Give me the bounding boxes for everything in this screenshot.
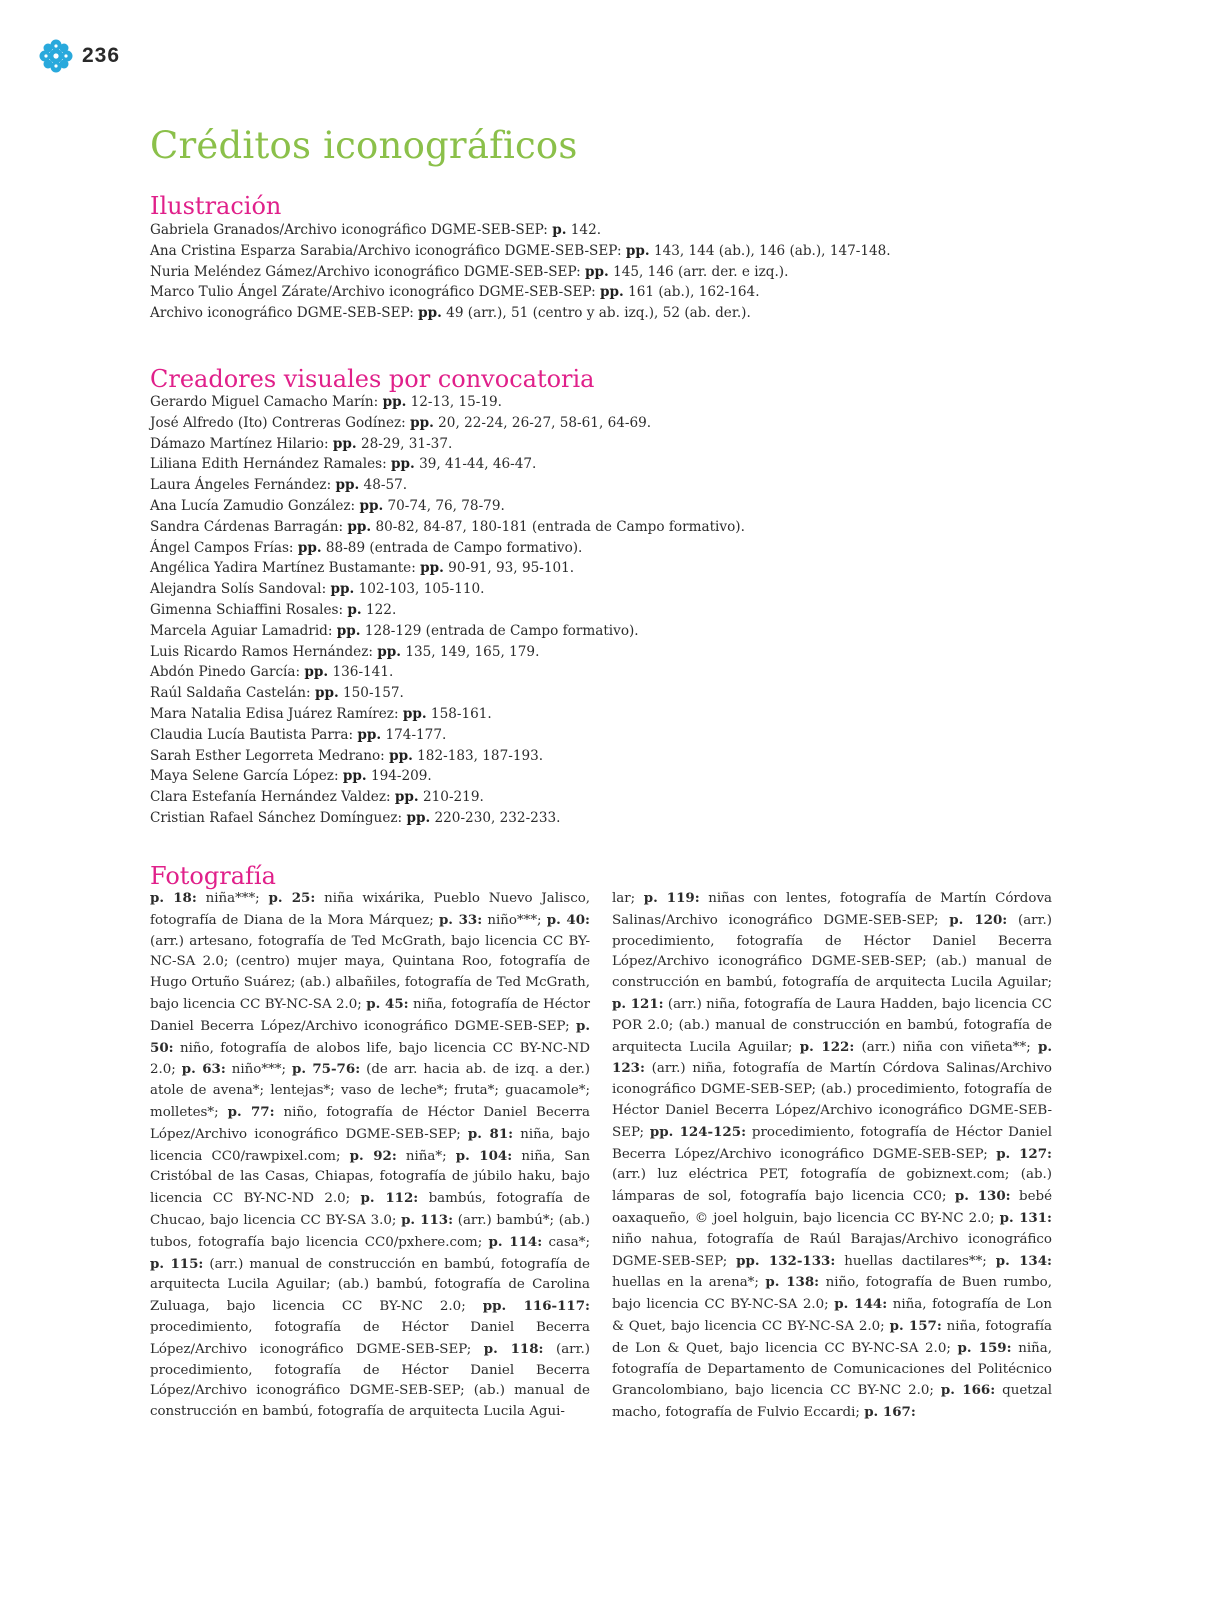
section-heading-creators: Creadores visuales por convocatoria [150,365,595,393]
credit-item [150,642,745,663]
credit-item [150,621,745,642]
photo-credit-text: quetzal macho, fotografía de Fulvio Eccardi; [612,1383,1052,1421]
credit-item [150,662,745,683]
photo-page-ref: pp. 124-125: [649,1123,747,1140]
photo-credit-text: niña, fotografía de Héctor Daniel Becerra López/Archivo iconográfico DGME-SEB-SEP; [150,996,591,1034]
photo-credit-text: niño nahua, fotografía de Raúl Barajas/Archivo iconográfico DGME-SEB-SEP; [612,1231,1052,1269]
credit-pages: 158-161. [426,705,492,722]
credit-item [150,241,891,262]
credit-author: Sandra Cárdenas Barragán: [150,518,348,535]
photo-page-ref: p. 104: [455,1147,513,1164]
photo-page-ref: p. 77: [227,1103,275,1120]
photo-page-ref: p. 114: [488,1233,543,1250]
photo-credit-text: (arr.) niña, fotografía de Laura Hadden, bajo licencia CC POR 2.0; (ab.) manual de construcción en bambú, fotografía de arquitecta Lucila Aguilar; [612,996,1052,1055]
photo-page-ref: p. 157: [889,1317,942,1334]
photo-page-ref: p. 33: [438,911,483,928]
credit-item [150,558,745,579]
credit-pages: 143, 144 (ab.), 146 (ab.), 147-148. [649,242,891,259]
photo-page-ref: p. 166: [940,1382,996,1399]
photo-page-ref: p. 75-76: [291,1061,361,1078]
credit-pages: 135, 149, 165, 179. [401,643,540,660]
page-header [38,38,120,74]
credit-pages-label: pp. [342,768,367,785]
credit-pages: 80-82, 84-87, 180-181 (entrada de Campo formativo). [371,518,745,535]
credit-pages: 28-29, 31-37. [356,435,453,452]
photo-credit-text: (arr.) manual de construcción en bambú, fotografía de arquitecta Lucila Aguilar; (ab.) bambú, fotografía de Carolina Zuluaga, bajo licencia CC BY-NC 2.0; [150,1256,590,1315]
credit-pages: 20, 22-24, 26-27, 58-61, 64-69. [433,414,652,431]
page-number: 236 [82,44,121,67]
credit-pages: 122. [361,601,397,618]
photo-credit-text: niña, bajo licencia CC0/rawpixel.com; [150,1126,590,1164]
photo-credit-text: (arr.) bambú*; (ab.) tubos, fotografía bajo licencia CC0/pxhere.com; [150,1212,590,1250]
credit-pages-label: pp. [418,305,442,322]
photo-credit-text: niño, fotografía de Héctor Daniel Becerra López/Archivo iconográfico DGME-SEB-SEP; [150,1104,591,1142]
credit-pages: 161 (ab.), 162-164. [623,284,760,301]
credit-pages-label: pp. [332,435,357,452]
photo-credit-text: niña, fotografía de Departamento de Comunicaciones del Politécnico Grancolombiano, bajo licencia CC BY-NC 2.0; [612,1340,1052,1399]
photo-credit-text: niño***; [482,912,547,928]
credit-author: Gerardo Miguel Camacho Marín: [150,394,383,410]
photo-page-ref: p. 115: [150,1255,204,1272]
credit-item [150,808,745,829]
credit-pages: 194-209. [366,768,432,785]
credit-pages-label: pp. [377,643,402,660]
credit-item [150,538,745,559]
credit-pages: 142. [566,222,602,238]
photo-page-ref: p. 159: [957,1339,1012,1356]
credit-pages: 12-13, 15-19. [406,394,502,410]
photo-credit-text: niña, San Cristóbal de las Casas, Chiapas, fotografía de júbilo haku, bajo licencia CC BY-NC-ND 2.0; [150,1148,590,1207]
credit-author: Ángel Campos Frías: [150,539,298,556]
credit-item [150,475,745,496]
photo-credit-text: huellas en la arena*; [612,1275,766,1291]
photo-credit-text: huellas dactilares**; [835,1253,996,1269]
credit-pages-label: pp. [304,664,329,681]
photo-page-ref: p. 50: [150,1017,590,1056]
credit-item [150,282,891,303]
photo-page-ref: p. 127: [996,1145,1052,1162]
photo-credit-text: niña*; [396,1148,456,1164]
section-heading-illustration: Ilustración [150,192,282,220]
credit-author: Laura Ángeles Fernández: [150,477,336,494]
credit-item [150,766,745,787]
credit-item [150,220,891,241]
photo-page-ref: p. 122: [799,1038,855,1055]
credit-pages: 136-141. [328,664,394,681]
photo-credit-text: niño***; [225,1062,292,1078]
credit-author: Liliana Edith Hernández Ramales: [150,456,392,473]
creators-credits-list [150,392,745,829]
credit-pages-label: pp. [389,747,413,764]
credit-pages: 88-89 (entrada de Campo formativo). [321,539,583,556]
photo-credit-text: (arr.) luz eléctrica PET, fotografía de gobiznext.com; (ab.) lámparas de sol, fotografía bajo licencia CC0; [612,1167,1052,1205]
credit-item [150,704,745,725]
photography-credits-left-column [150,888,590,1423]
credit-author: Gabriela Granados/Archivo iconográfico DGME-SEB-SEP: [150,222,553,238]
photo-page-ref: pp. 116-117: [482,1298,590,1315]
photo-page-ref: p. 113: [401,1211,454,1228]
credit-item [150,496,745,517]
photo-credit-text: procedimiento, fotografía de Héctor Daniel Becerra López/Archivo iconográfico DGME-SEB-SEP; [150,1319,590,1357]
credit-pages-label: pp. [402,705,427,722]
photo-credit-text: niña wixárika, Pueblo Nuevo Jalisco, fotografía de Diana de la Mora Márquez; [150,891,591,928]
credit-author: Clara Estefanía Hernández Valdez: [150,789,395,806]
credit-author: Archivo iconográfico DGME-SEB-SEP: [150,305,419,322]
photo-page-ref: p. 123: [612,1038,1052,1077]
credit-pages: 48-57. [359,477,408,494]
credit-pages-label: pp. [410,414,434,431]
photography-credits-right-column [612,888,1052,1424]
photo-page-ref: p. 120: [949,911,1008,928]
photo-page-ref: p. 167: [864,1404,916,1421]
credit-pages-label: pp. [314,685,339,702]
credit-pages-label: pp. [625,242,650,259]
credit-pages-label: pp. [600,284,624,301]
credit-pages: 90-91, 93, 95-101. [443,560,575,577]
credit-pages-label: pp. [330,581,355,598]
credit-pages-label: p. [552,222,567,238]
credit-pages-label: pp. [406,809,431,826]
photo-page-ref: p. 130: [954,1188,1011,1205]
credit-author: Sarah Esther Legorreta Medrano: [150,747,390,764]
photo-credit-text: niña, fotografía de Lon & Quet, bajo licencia CC BY-NC-SA 2.0; [612,1297,1052,1334]
credit-pages-label: pp. [394,789,419,806]
credit-author: Nuria Meléndez Gámez/Archivo iconográfico DGME-SEB-SEP: [150,263,586,280]
credit-item [150,683,745,704]
credit-author: Abdón Pinedo García: [150,664,305,681]
photo-credit-text: casa*; [542,1234,590,1250]
credit-author: Cristian Rafael Sánchez Domínguez: [150,809,407,826]
photo-credit-text: (de arr. hacia ab. de izq. a der.) atole de avena*; lentejas*; vaso de leche*; fruta*; guacamole*; molletes*; [150,1062,590,1120]
credit-author: José Alfredo (Ito) Contreras Godínez: [150,414,411,431]
credit-pages: 150-157. [338,685,404,702]
credit-item [150,434,745,455]
credit-pages-label: pp. [336,622,361,639]
credit-item [150,746,745,767]
photo-page-ref: p. 18: [150,890,197,906]
credit-item [150,725,745,746]
photo-credit-text: niña, fotografía de Lon & Quet, bajo licencia CC BY-NC-SA 2.0; [612,1318,1052,1356]
credit-pages: 182-183, 187-193. [412,747,544,764]
credit-pages: 39, 41-44, 46-47. [414,456,537,473]
photo-credit-text: (arr.) procedimiento, fotografía de Héctor Daniel Becerra López/Archivo iconográfico DGME-SEB-SEP; (ab.) manual de construcción en bambú, fotografía de arquitecta Lucila Aguilar; [612,912,1052,991]
credit-pages-label: pp. [357,726,382,743]
photo-credit-text: niña***; [196,891,269,906]
credit-item [150,600,745,621]
credit-pages-label: pp. [585,263,609,280]
photo-credit-text: lar; [612,891,644,906]
flower-ornament-icon [38,38,74,74]
photo-credit-text: niño, fotografía de alobos life, bajo licencia CC BY-NC-ND 2.0; [150,1040,590,1078]
photo-credit-text: bambús, fotografía de Chucao, bajo licencia CC BY-SA 3.0; [150,1191,590,1228]
credit-pages: 220-230, 232-233. [430,809,561,826]
photo-page-ref: p. 131: [999,1209,1053,1226]
credit-pages: 210-219. [418,789,484,806]
credit-pages: 70-74, 76, 78-79. [383,497,505,514]
credit-item [150,454,745,475]
credit-item [150,262,891,283]
credit-item [150,517,745,538]
photo-page-ref: p. 45: [366,995,409,1012]
photo-credit-text: (arr.) niña con viñeta**; [854,1039,1038,1055]
credit-author: Alejandra Solís Sandoval: [150,581,331,598]
credit-pages: 128-129 (entrada de Campo formativo). [360,622,639,639]
page-title: Créditos iconográficos [150,124,578,167]
photo-page-ref: p. 63: [181,1061,226,1078]
photo-page-ref: p. 118: [483,1340,544,1357]
credit-author: Mara Natalia Edisa Juárez Ramírez: [150,705,403,722]
credit-author: Marcela Aguiar Lamadrid: [150,622,337,639]
photo-page-ref: p. 112: [360,1190,419,1207]
photo-page-ref: p. 138: [765,1274,820,1291]
credit-author: Dámazo Martínez Hilario: [150,435,333,452]
credit-pages-label: p. [347,601,362,618]
credit-pages: 174-177. [381,726,447,743]
credit-author: Ana Lucía Zamudio González: [150,497,360,514]
credit-pages: 145, 146 (arr. der. e izq.). [608,263,789,280]
credit-author: Luis Ricardo Ramos Hernández: [150,643,378,660]
credit-pages-label: pp. [382,394,407,410]
credit-pages-label: pp. [391,456,415,473]
credit-pages-label: pp. [420,560,444,577]
photo-page-ref: p. 25: [268,890,316,906]
credit-author: Angélica Yadira Martínez Bustamante: [150,560,421,577]
credit-pages-label: pp. [359,497,384,514]
credit-pages: 102-103, 105-110. [354,581,485,598]
credit-pages-label: pp. [297,539,322,556]
credit-author: Marco Tulio Ángel Zárate/Archivo iconográfico DGME-SEB-SEP: [150,284,600,301]
credit-author: Raúl Saldaña Castelán: [150,685,315,702]
credit-pages-label: pp. [347,518,372,535]
section-heading-photography: Fotografía [150,862,276,890]
photo-page-ref: pp. 132-133: [736,1252,836,1269]
photo-credit-text: (arr.) artesano, fotografía de Ted McGrath, bajo licencia CC BY-NC-SA 2.0; (centro) mujer maya, Quintana Roo, fotografía de Hugo Ortuño Suárez; (ab.) albañiles, fotografía de Ted McGrath, bajo licencia CC BY-NC-SA 2.0; [150,933,590,1012]
credit-item [150,413,745,434]
photo-page-ref: p. 144: [834,1296,888,1313]
photo-credit-text: niño, fotografía de Buen rumbo, bajo licencia CC BY-NC-SA 2.0; [612,1275,1052,1313]
illustration-credits-list [150,220,891,324]
credit-item [150,303,891,324]
photo-credit-text: niñas con lentes, fotografía de Martín Córdova Salinas/Archivo iconográfico DGME-SEB-SEP; [612,891,1052,928]
credit-item [150,787,745,808]
photo-page-ref: p. 40: [546,911,590,928]
credit-pages-label: pp. [335,477,360,494]
credit-author: Maya Selene García López: [150,768,343,785]
photo-credit-text: (arr.) procedimiento, fotografía de Héctor Daniel Becerra López/Archivo iconográfico DGME-SEB-SEP; (ab.) manual de construcción en bambú, fotografía de arquitecta Lucila Agui- [150,1341,590,1420]
photo-credit-text: (arr.) niña, fotografía de Martín Córdova Salinas/Archivo iconográfico DGME-SEB-SEP; (ab.) procedimiento, fotografía de Héctor Daniel Becerra López/Archivo iconográfico DGME-SEB-SEP; [612,1061,1052,1140]
photo-page-ref: p. 81: [467,1125,514,1142]
photo-page-ref: p. 121: [612,995,664,1012]
credit-author: Claudia Lucía Bautista Parra: [150,726,358,743]
credit-author: Ana Cristina Esparza Sarabia/Archivo iconográfico DGME-SEB-SEP: [150,242,626,259]
photo-credit-text: procedimiento, fotografía de Héctor Daniel Becerra López/Archivo iconográfico DGME-SEB-SEP; [612,1124,1052,1162]
credit-author: Gimenna Schiaffini Rosales: [150,601,348,618]
photo-page-ref: p. 92: [349,1147,397,1164]
photo-credit-text: bebé oaxaqueño, © joel holguin, bajo licencia CC BY-NC 2.0; [612,1189,1052,1226]
photo-page-ref: p. 134: [995,1252,1052,1269]
credit-item [150,392,745,413]
credit-item [150,579,745,600]
photo-page-ref: p. 119: [643,890,700,906]
credit-pages: 49 (arr.), 51 (centro y ab. izq.), 52 (ab. der.). [441,305,751,322]
